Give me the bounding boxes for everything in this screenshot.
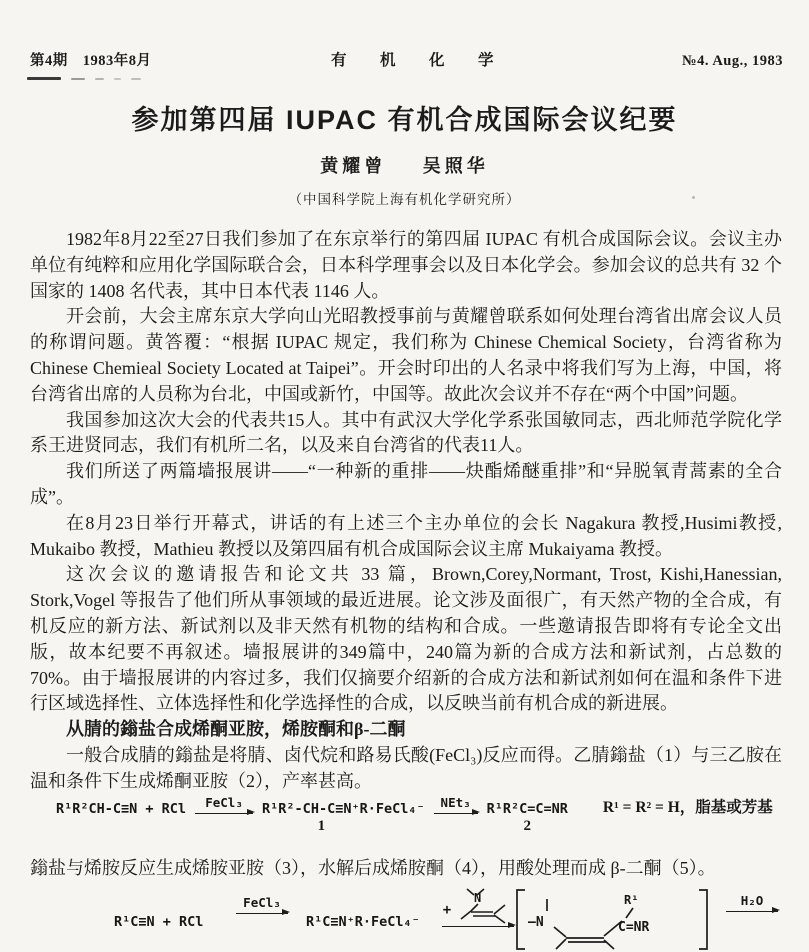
paragraph-6: 这次会议的邀请报告和论文共 33 篇，Brown,Corey,Normant, Trost, Kishi,Hanessian, Stork,Vogel 等报告了他们所从事领域的最近进展。论文涉及面很广，有天然产物的全合成，有机反应的新方法、新试剂以及非天然有机物的结构和合成。一些邀请报告即将有专论全文出版，故本纪要不再叙述。墙报展讲的349篇中，240篇为新的合成方法和新试剂，占总数的70%。由于墙报展讲的内容过多，我们仅摘要介绍新的合成方法和新试剂如何在温和条件下进行区域选择性、立体选择性和化学选择性的合成，以反映当前有机合成的新进展。 [30,564,782,714]
author-1: 黄耀曾 [320,156,387,176]
bracket-r1-label: R¹ [624,893,639,907]
arrow-icon [236,913,288,914]
bracket-cnr-label: C=NR [618,920,650,935]
paragraph-2: 开会前，大会主席东京大学向山光昭教授事前与黄耀曾联系如何处理台湾省出席会议人员的称谓问题。黄答覆：“根据 IUPAC 规定，我们称为 Chinese Chemical Society，台湾省称为 Chinese Chemieal Society Located at Taipei”。开会时印出的人名录中将我们写为上海，中国，将台湾省出席的人员称为台北，中国或新竹，中国等。故此次会议并不存在“两个中国”问题。 [30,306,782,404]
eq1-compound-number-2: 2 [523,818,531,834]
eq1-compound-number-1: 1 [317,818,326,834]
eq2-plus-sign: + [442,902,452,918]
eq1-intermediate: R¹R²-CH-C≡N⁺R·FeCl₄⁻ [262,801,425,817]
arrow-icon [434,813,478,814]
eq2-reactants: R¹C≡N + RCl [114,914,204,930]
author-line [0,152,809,178]
arrow-icon [195,813,253,814]
eq1-arrow-fecl3 [195,796,253,814]
eq2-enamine-row [443,888,513,924]
arrow-icon [442,926,514,927]
arrow-icon [726,911,778,912]
bracketed-intermediate-structure [514,886,710,952]
paragraph-3: 我国参加这次大会的代表共15人。其中有武汉大学化学系张国敏同志，西北师范学院化学系王进贤同志，我们有机所二名，以及来自台湾省的代表11人。 [30,409,782,456]
journal-name: 有 机 化 学 [331,52,503,69]
eq2-arrow-h2o [726,894,778,912]
paragraph-after-eq1-wrap [30,856,782,882]
bracket-n-label: —N [528,915,544,930]
eq1-arrow2-label: NEt₃ [440,795,471,810]
eq1-product-group [487,801,568,835]
paragraph-1: 1982年8月22至27日我们参加了在东京举行的第四届 IUPAC 有机合成国际会议。会议主办单位有纯粹和应用化学国际联合会，日本科学理事会以及日本化学会。参加会议的总共有 32 个国家的 1408 名代表，其中日本代表 1146 人。 [30,229,782,301]
article-title: 参加第四届 IUPAC 有机合成国际会议纪要 [131,105,678,135]
author-2: 吴照华 [422,156,489,176]
eq2-arrow3-label: H₂O [740,893,764,908]
paragraph-5: 在8月23日举行开幕式，讲话的有上述三个主办单位的会长 Nagakura 教授,Husimi教授, Mukaibo 教授，Mathieu 教授以及第四届有机合成国际会议主席 Mukaiyama 教授。 [30,512,782,559]
enamine-structure [457,888,513,924]
scan-smudge [27,77,141,80]
issue-date: 第4期 1983年8月 [30,53,152,69]
eq1-product: R¹R²C=C=NR [486,801,568,817]
issue-english: №4. Aug., 1983 [682,53,783,69]
paragraph-nitrilium: 一般合成腈的鎓盐是将腈、卤代烷和路易氏酸(FeCl₃)反应而得。乙腈鎓盐（1）与三乙胺在温和条件下生成烯酮亚胺（2），产率甚高。 [30,744,782,791]
reaction-scheme-1 [56,795,773,835]
paragraph-after-eq1: 鎓盐与烯胺反应生成烯胺亚胺（3），水解后成烯胺酮（4），用酸处理而成 β-二酮（5）。 [30,858,716,878]
section-heading: 从腈的鎓盐合成烯酮亚胺，烯胺酮和β-二酮 [66,719,406,740]
affiliation: （中国科学院上海有机化学研究所） [288,192,521,207]
eq1-intermediate-group [262,801,425,835]
eq2-arrow1-label: FeCl₃ [243,895,281,910]
eq2-arrow-fecl3 [236,896,288,914]
eq1-substituent-note: R¹ = R² = H，脂基或芳基 [602,799,773,816]
enamine-n-label: N [474,891,482,905]
reaction-scheme-2 [112,888,802,952]
eq2-intermediate: R¹C≡N⁺R·FeCl₄⁻ [306,914,420,930]
article-body [30,227,782,795]
eq1-arrow1-label: FeCl₃ [205,795,243,810]
eq1-reactants: R¹R²CH-C≡N + RCl [56,801,187,817]
eq2-arrow-enamine [442,888,514,927]
eq1-arrow-net3 [434,796,478,814]
running-head [30,48,783,70]
paragraph-4: 我们所送了两篇墙报展讲——“一种新的重排——炔酯烯醚重排”和“异脱氧青蒿素的全合成”。 [30,461,782,507]
